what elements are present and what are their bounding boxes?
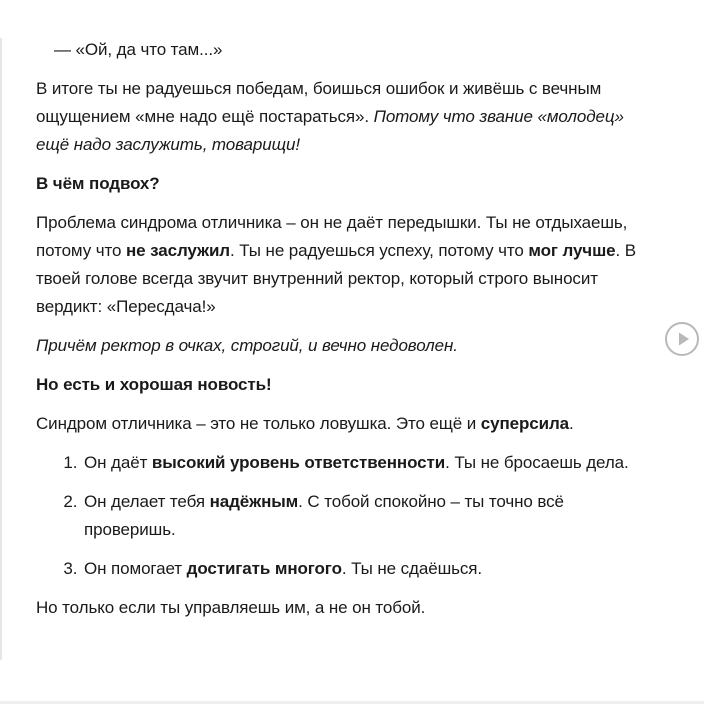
paragraph-4 (36, 410, 646, 438)
paragraph-5: Но только если ты управляешь им, а не он тобой. (36, 598, 426, 617)
paragraph-4-bold: суперсила (480, 414, 570, 433)
article-body (36, 36, 646, 633)
list-item (82, 488, 646, 544)
list-item (82, 449, 646, 477)
quote-line: — «Ой, да что там...» (54, 40, 223, 59)
paragraph-1-italic: Потому что звание «молодец» ещё надо заслужить, товарищи! (36, 107, 624, 154)
section-heading-good-news: Но есть и хорошая новость! (36, 375, 272, 394)
benefits-list (36, 449, 646, 583)
paragraph-4-text-1: Синдром отличника – это не только ловушка. Это ещё и (36, 414, 481, 433)
section-heading-catch: В чём подвох? (36, 174, 160, 193)
paragraph-3 (36, 332, 646, 360)
paragraph-1-text: В итоге ты не радуешься победам, боишься ошибок и живёшь с вечным ощущением «мне надо ещё постараться». (36, 79, 602, 126)
paragraph-2-text-3: . В твоей голове всегда звучит внутренний ректор, который строго выносит вердикт: «Пересдача!» (36, 241, 636, 316)
paragraph-2-bold-1: не заслужил (125, 241, 230, 260)
list-item-bold: достигать многого (186, 559, 342, 578)
list-item-bold: высокий уровень ответственности (151, 453, 446, 472)
list-item (82, 555, 646, 583)
left-divider (0, 38, 2, 660)
list-item-text: Он даёт (84, 453, 152, 472)
list-item-text: . Ты не сдаёшься. (341, 559, 483, 578)
paragraph-3-italic: Причём ректор в очках, строгий, и вечно недоволен. (36, 336, 458, 355)
list-item-text: . Ты не бросаешь дела. (445, 453, 629, 472)
paragraph-4-text-2: . (569, 414, 574, 433)
list-item-text: . С тобой спокойно – ты точно всё проверишь. (84, 492, 564, 539)
paragraph-1 (36, 75, 646, 159)
list-item-bold: надёжным (209, 492, 299, 511)
play-icon (667, 324, 697, 354)
paragraph-2 (36, 209, 646, 321)
paragraph-2-bold-2: мог лучше (528, 241, 616, 260)
paragraph-2-text-1: Проблема синдрома отличника – он не даёт передышки. Ты не отдыхаешь, потому что (36, 213, 628, 260)
play-button[interactable] (665, 322, 699, 356)
list-item-text: Он помогает (84, 559, 187, 578)
list-item-text: Он делает тебя (84, 492, 210, 511)
paragraph-2-text-2: . Ты не радуешься успеху, потому что (230, 241, 529, 260)
